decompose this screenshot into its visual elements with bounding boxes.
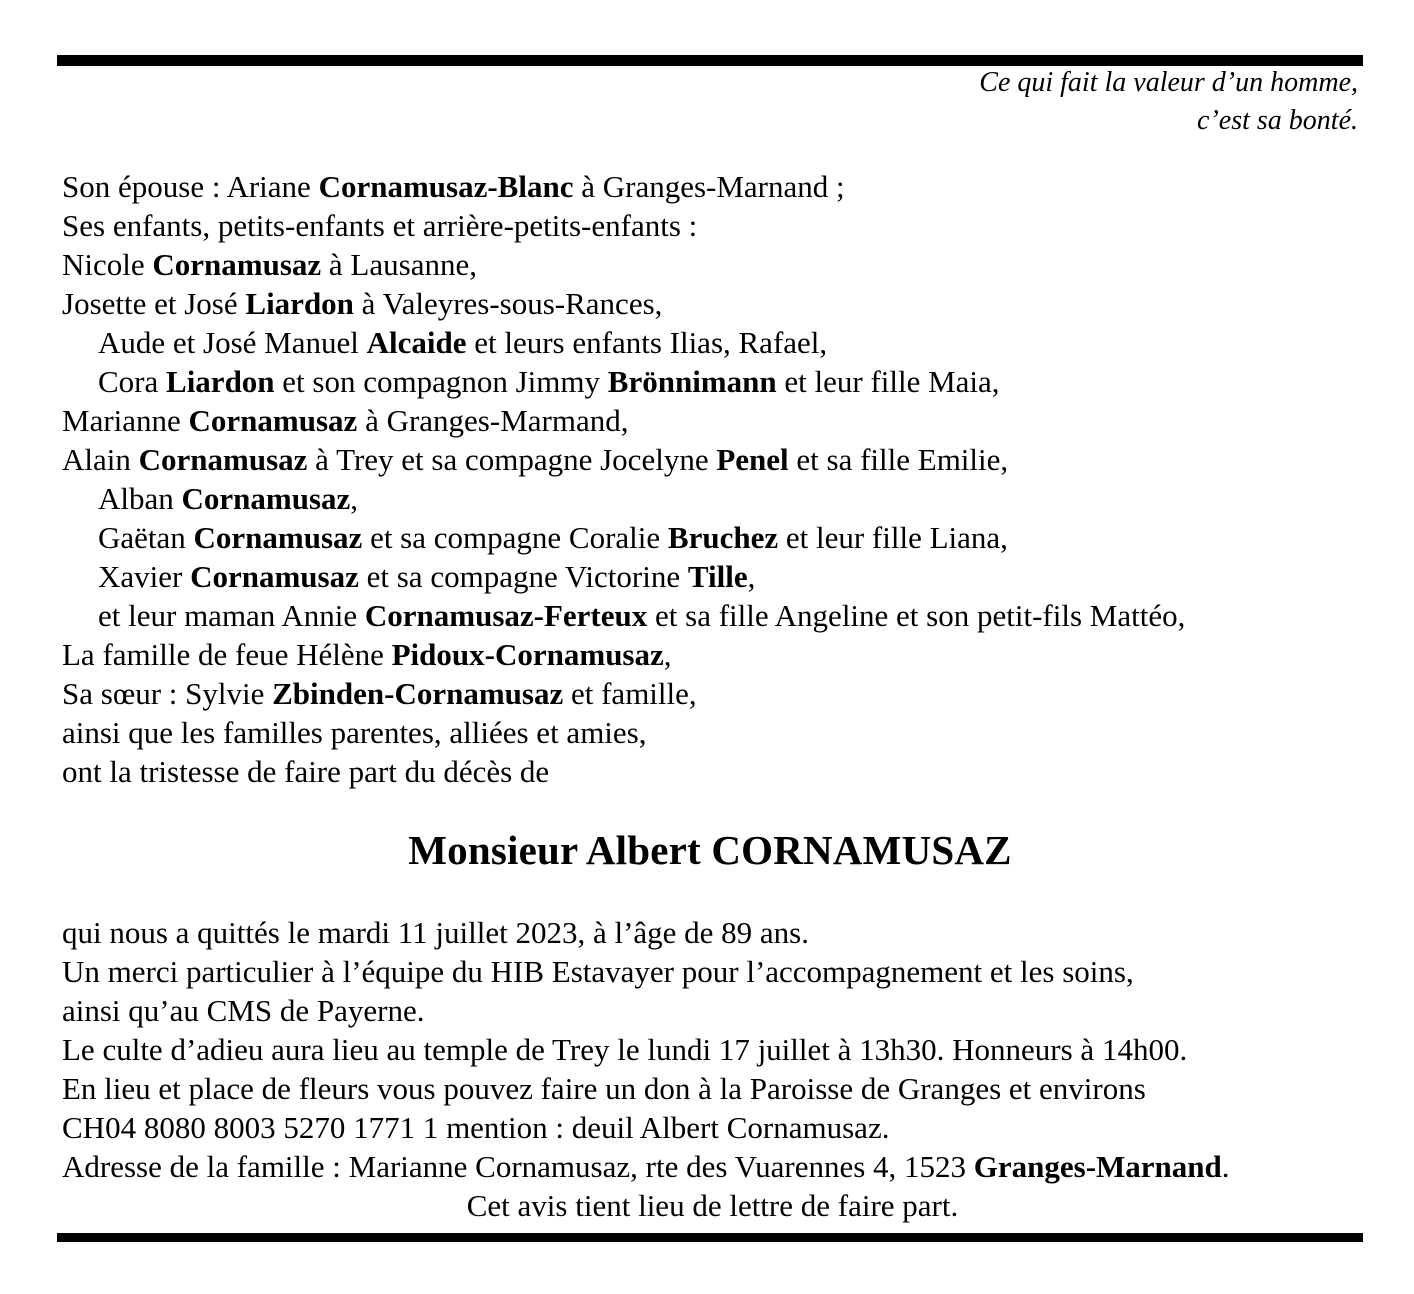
text-line: Josette et José Liardon à Valeyres-sous-Rances, <box>62 286 663 321</box>
text-line: ainsi qu’au CMS de Payerne. <box>62 993 425 1028</box>
text-line: Adresse de la famille : Marianne Cornamusaz, rte des Vuarennes 4, 1523 Granges-Marnand. <box>62 1149 1230 1184</box>
text-line: et leur maman Annie Cornamusaz-Ferteux et sa fille Angeline et son petit-fils Mattéo, <box>98 598 1186 633</box>
text-line: Alain Cornamusaz à Trey et sa compagne Jocelyne Penel et sa fille Emilie, <box>62 442 1009 477</box>
text-line: Un merci particulier à l’équipe du HIB Estavayer pour l’accompagnement et les soins, <box>62 954 1134 989</box>
epigraph-line-2: c’est sa bonté. <box>1197 105 1358 136</box>
text-line: Aude et José Manuel Alcaide et leurs enfants Ilias, Rafael, <box>98 325 828 360</box>
deceased-name-title: Monsieur Albert CORNAMUSAZ <box>408 827 1012 873</box>
text-line: Alban Cornamusaz, <box>98 481 359 516</box>
text-line: Xavier Cornamusaz et sa compagne Victorine Tille, <box>98 559 756 594</box>
text-line: Sa sœur : Sylvie Zbinden-Cornamusaz et famille, <box>62 676 697 711</box>
text-line: Nicole Cornamusaz à Lausanne, <box>62 247 477 282</box>
announcement-list <box>62 913 1363 1225</box>
text-line: Gaëtan Cornamusaz et sa compagne Coralie Bruchez et leur fille Liana, <box>98 520 1008 555</box>
text-line: ainsi que les familles parentes, alliées et amies, <box>62 715 647 750</box>
text-line: qui nous a quittés le mardi 11 juillet 2023, à l’âge de 89 ans. <box>62 915 809 950</box>
text-line: Ses enfants, petits-enfants et arrière-petits-enfants : <box>62 208 698 243</box>
text-line: Cet avis tient lieu de lettre de faire part. <box>466 1188 959 1223</box>
text-line: Son épouse : Ariane Cornamusaz-Blanc à Granges-Marnand ; <box>62 169 845 204</box>
text-line: CH04 8080 8003 5270 1771 1 mention : deuil Albert Cornamusaz. <box>62 1110 890 1145</box>
text-line: Cora Liardon et son compagnon Jimmy Brönnimann et leur fille Maia, <box>98 364 1000 399</box>
text-line: Le culte d’adieu aura lieu au temple de Trey le lundi 17 juillet à 13h30. Honneurs à 14h00. <box>62 1032 1188 1067</box>
text-line: La famille de feue Hélène Pidoux-Cornamusaz, <box>62 637 672 672</box>
epigraph-line-1: Ce qui fait la valeur d’un homme, <box>979 67 1358 98</box>
text-line: ont la tristesse de faire part du décès de <box>62 754 550 789</box>
family-list <box>62 167 1363 791</box>
epigraph-quote <box>979 64 1358 140</box>
text-line: Marianne Cornamusaz à Granges-Marmand, <box>62 403 629 438</box>
text-line: En lieu et place de fleurs vous pouvez faire un don à la Paroisse de Granges et environs <box>62 1071 1146 1106</box>
bottom-rule <box>57 1233 1363 1242</box>
